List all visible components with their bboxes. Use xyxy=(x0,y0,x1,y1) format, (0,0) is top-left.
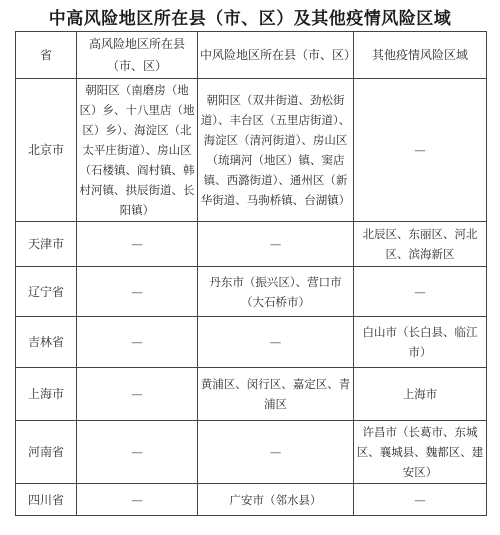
mid-risk-cell: — xyxy=(198,222,354,267)
table-row xyxy=(16,484,487,516)
other-risk-cell: 许昌市（长葛市、东城区、襄城县、魏都区、建安区） xyxy=(354,421,487,484)
table-row xyxy=(16,421,487,484)
table-row xyxy=(16,222,487,267)
risk-area-table xyxy=(15,31,487,516)
mid-risk-cell: 黄浦区、闵行区、嘉定区、青浦区 xyxy=(198,368,354,421)
high-risk-cell: — xyxy=(77,267,198,317)
high-risk-cell: — xyxy=(77,484,198,516)
mid-risk-cell: — xyxy=(198,317,354,368)
mid-risk-cell: 丹东市（振兴区）、营口市（大石桥市） xyxy=(198,267,354,317)
high-risk-cell: — xyxy=(77,317,198,368)
table-row xyxy=(16,79,487,222)
table-row xyxy=(16,317,487,368)
high-risk-cell: 朝阳区（南磨房（地区）乡、十八里店（地区）乡）、海淀区（北太平庄街道）、房山区（石楼镇、阎村镇、韩村河镇、拱辰街道、长阳镇） xyxy=(77,79,198,222)
province-cell: 上海市 xyxy=(16,368,77,421)
mid-risk-cell: 朝阳区（双井街道、劲松街道）、丰台区（五里店街道）、海淀区（清河街道）、房山区（琉璃河（地区）镇、窦店镇、西潞街道）、通州区（新华街道、马驹桥镇、台湖镇） xyxy=(198,79,354,222)
other-risk-cell: — xyxy=(354,267,487,317)
high-risk-cell: — xyxy=(77,222,198,267)
province-cell: 吉林省 xyxy=(16,317,77,368)
other-risk-cell: 白山市（长白县、临江市） xyxy=(354,317,487,368)
high-risk-cell: — xyxy=(77,368,198,421)
other-risk-cell: — xyxy=(354,79,487,222)
table-row xyxy=(16,368,487,421)
header-high-risk: 高风险地区所在县（市、区） xyxy=(77,32,198,79)
table-row xyxy=(16,267,487,317)
mid-risk-cell: — xyxy=(198,421,354,484)
header-mid-risk: 中风险地区所在县（市、区） xyxy=(198,32,354,79)
header-province: 省 xyxy=(16,32,77,79)
high-risk-cell: — xyxy=(77,421,198,484)
province-cell: 天津市 xyxy=(16,222,77,267)
other-risk-cell: — xyxy=(354,484,487,516)
other-risk-cell: 上海市 xyxy=(354,368,487,421)
province-cell: 辽宁省 xyxy=(16,267,77,317)
page-title: 中高风险地区所在县（市、区）及其他疫情风险区域 xyxy=(48,9,452,29)
other-risk-cell: 北辰区、东丽区、河北区、滨海新区 xyxy=(354,222,487,267)
mid-risk-cell: 广安市（邻水县） xyxy=(198,484,354,516)
header-other-risk: 其他疫情风险区域 xyxy=(354,32,487,79)
province-cell: 四川省 xyxy=(16,484,77,516)
province-cell: 河南省 xyxy=(16,421,77,484)
province-cell: 北京市 xyxy=(16,79,77,222)
table-header-row xyxy=(16,32,487,79)
